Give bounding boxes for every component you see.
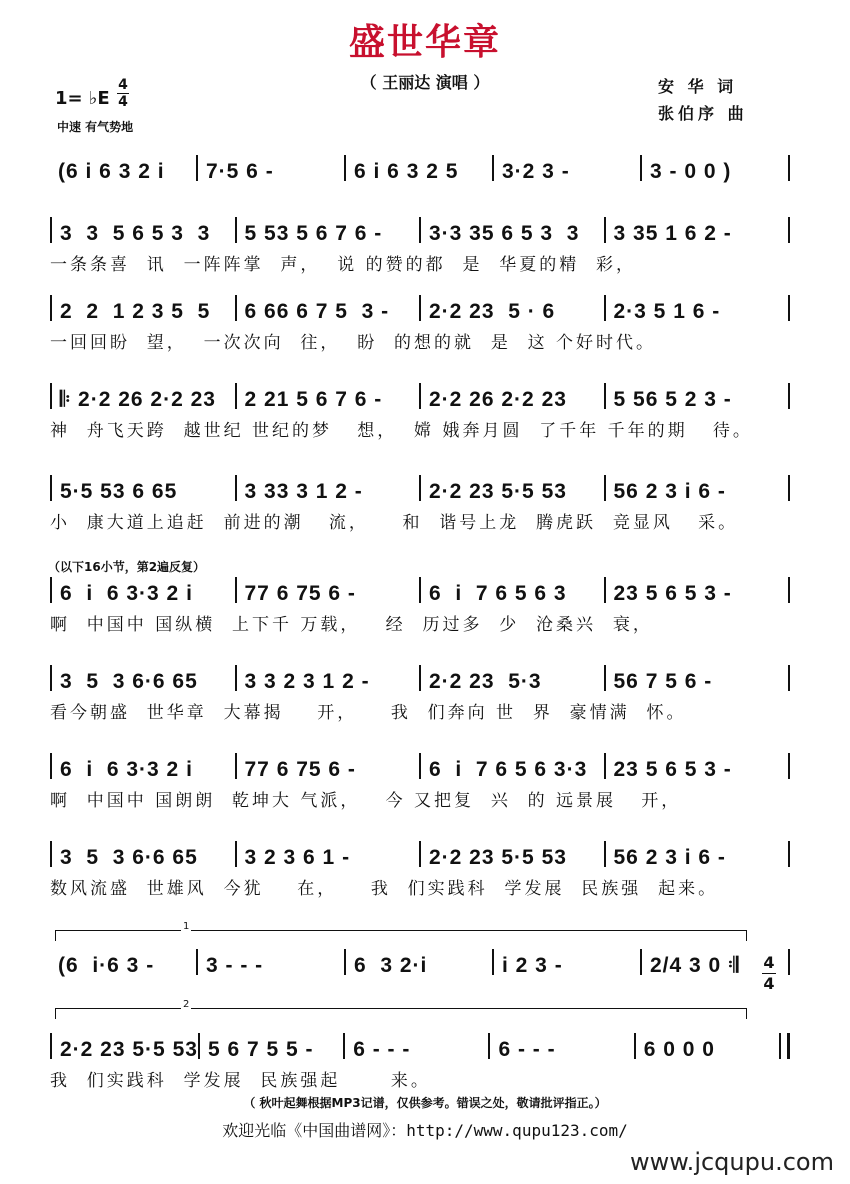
measure: 77 6 75 6 - bbox=[244, 582, 356, 605]
measure: 3 2 3 6 1 - bbox=[244, 846, 351, 869]
composer-credit: 张伯序 曲 bbox=[658, 104, 748, 123]
notes-line bbox=[50, 836, 790, 870]
measure: 3 3 2 3 1 2 - bbox=[244, 670, 370, 693]
score-row bbox=[50, 660, 790, 722]
measure: 56 7 5 6 - bbox=[613, 670, 713, 693]
barline bbox=[788, 841, 790, 867]
barline bbox=[779, 1033, 790, 1059]
measure: (6 i·6 3 - bbox=[58, 954, 155, 977]
notes-line bbox=[50, 212, 790, 246]
time-change-top: 4 bbox=[763, 953, 775, 972]
notes-line bbox=[50, 150, 790, 184]
measure: 23 5 6 5 3 - bbox=[613, 758, 732, 781]
notes-line bbox=[50, 290, 790, 324]
time-signature-top: 4 bbox=[118, 77, 128, 93]
watermark: www.jcqupu.com bbox=[630, 1148, 834, 1176]
measure: 6 - - - bbox=[353, 1038, 411, 1061]
lyrics-line: 数风流盛 世雄风 今犹 在， 我 们实践科 学发展 民族强 起来。 bbox=[50, 879, 719, 899]
barline bbox=[788, 665, 790, 691]
score-row bbox=[50, 378, 790, 440]
measure: 6 i 7 6 5 6 3 bbox=[429, 582, 567, 605]
volta-2-label: 2 bbox=[183, 999, 190, 1010]
measure: 𝄆 2·2 26 2·2 23 bbox=[60, 388, 216, 411]
notes-line bbox=[50, 572, 790, 606]
lyrics-line: 我 们实践科 学发展 民族强起 来。 bbox=[50, 1071, 431, 1091]
lyricist-credit: 安 华 词 bbox=[658, 77, 738, 96]
volta-2-bracket bbox=[55, 999, 747, 1019]
welcome-line: 欢迎光临《中国曲谱网》：http://www.qupu123.com/ bbox=[222, 1121, 628, 1140]
measure: 6 66 6 7 5 3 - bbox=[244, 300, 390, 323]
notes-line bbox=[50, 660, 790, 694]
measure: 6 - - - bbox=[498, 1038, 556, 1061]
measure: 2/4 3 0 𝄇 bbox=[650, 954, 740, 977]
measure: 6 i 6 3·3 2 i bbox=[60, 758, 193, 781]
measure: 2·2 23 5·3 bbox=[429, 670, 542, 693]
measure: 3 5 3 6·6 65 bbox=[60, 846, 198, 869]
volta-1-bracket bbox=[55, 921, 747, 941]
measure: 3 35 1 6 2 - bbox=[613, 222, 732, 245]
score-row bbox=[50, 572, 790, 634]
measure: 2·2 23 5 · 6 bbox=[429, 300, 556, 323]
measure: 7·5 6 - bbox=[206, 160, 274, 183]
lyrics-line: 一条条喜 讯 一阵阵掌 声， 说 的赞的都 是 华夏的精 彩， bbox=[50, 255, 637, 275]
repeat-note: （以下16小节，第2遍反复） bbox=[48, 560, 206, 574]
key-signature: 1= ♭E bbox=[55, 88, 110, 109]
barline bbox=[788, 217, 790, 243]
measure: 2·3 5 1 6 - bbox=[613, 300, 721, 323]
measure: 2·2 26 2·2 23 bbox=[429, 388, 567, 411]
lyrics-line: 小 康大道上追赶 前进的潮 流， 和 谐号上龙 腾虎跃 竞显风 采。 bbox=[50, 513, 739, 533]
score-row bbox=[50, 290, 790, 352]
measure: 2 2 1 2 3 5 5 bbox=[60, 300, 211, 323]
time-signature-bottom: 4 bbox=[118, 94, 128, 110]
barline bbox=[788, 475, 790, 501]
lyrics-line: 看今朝盛 世华章 大幕揭 开， 我 们奔向 世 界 豪情满 怀。 bbox=[50, 703, 687, 723]
measure: 2·2 23 5·5 53 bbox=[429, 480, 567, 503]
volta-1-label: 1 bbox=[183, 921, 190, 932]
measure: 56 2 3 i 6 - bbox=[613, 846, 726, 869]
time-change-bottom: 4 bbox=[763, 974, 775, 993]
measure: 23 5 6 5 3 - bbox=[613, 582, 732, 605]
measure: 3 - 0 0 ) bbox=[650, 160, 732, 183]
lyrics-line: 啊 中国中 国纵横 上下千 万载， 经 历过多 少 沧桑兴 衰， bbox=[50, 615, 653, 635]
measure: 2·2 23 5·5 53 bbox=[60, 1038, 198, 1061]
score-row bbox=[50, 470, 790, 532]
barline bbox=[788, 155, 790, 181]
score-row bbox=[50, 150, 790, 184]
measure: 3 - - - bbox=[206, 954, 264, 977]
performer: （ 王丽达 演唱 ） bbox=[360, 73, 490, 92]
score-row bbox=[50, 944, 790, 978]
measure: 77 6 75 6 - bbox=[244, 758, 356, 781]
notes-line bbox=[50, 470, 790, 504]
measure: 6 i 6 3 2 5 bbox=[354, 160, 459, 183]
measure: 3·2 3 - bbox=[502, 160, 570, 183]
measure: 6 3 2·i bbox=[354, 954, 428, 977]
notes-line bbox=[50, 1028, 790, 1062]
notes-line bbox=[50, 944, 790, 978]
footnote: （ 秋叶起舞根据MP3记谱，仅供参考。错误之处，敬请批评指正。） bbox=[243, 1096, 607, 1110]
score-row bbox=[50, 1028, 790, 1090]
measure: 5·5 53 6 65 bbox=[60, 480, 178, 503]
time-signature bbox=[117, 78, 129, 109]
lyrics-line: 啊 中国中 国朗朗 乾坤大 气派， 今 又把复 兴 的 远景展 开， bbox=[50, 791, 682, 811]
measure: 3·3 35 6 5 3 3 bbox=[429, 222, 580, 245]
measure: 2 21 5 6 7 6 - bbox=[244, 388, 383, 411]
tempo-marking: 中速 有气势地 bbox=[57, 120, 134, 134]
score-row bbox=[50, 836, 790, 898]
barline bbox=[788, 295, 790, 321]
measure: 5 53 5 6 7 6 - bbox=[244, 222, 383, 245]
measure: 2·2 23 5·5 53 bbox=[429, 846, 567, 869]
measure: 5 6 7 5 5 - bbox=[207, 1038, 314, 1061]
measure: 3 5 3 6·6 65 bbox=[60, 670, 198, 693]
measure: (6 i 6 3 2 i bbox=[58, 160, 165, 183]
measure: 5 56 5 2 3 - bbox=[613, 388, 732, 411]
measure: 6 i 7 6 5 6 3·3 bbox=[429, 758, 588, 781]
measure: 3 33 3 1 2 - bbox=[244, 480, 363, 503]
barline bbox=[788, 383, 790, 409]
song-title: 盛世华章 bbox=[348, 22, 501, 63]
barline bbox=[788, 753, 790, 779]
barline bbox=[788, 577, 790, 603]
notes-line bbox=[50, 378, 790, 412]
measure: i 2 3 - bbox=[502, 954, 563, 977]
score-row bbox=[50, 748, 790, 810]
measure: 6 i 6 3·3 2 i bbox=[60, 582, 193, 605]
measure: 6 0 0 0 bbox=[643, 1038, 715, 1061]
lyrics-line: 神 舟飞天跨 越世纪 世纪的梦 想， 嫦 娥奔月圆 了千年 千年的期 待。 bbox=[50, 421, 753, 441]
notes-line bbox=[50, 748, 790, 782]
time-signature-change bbox=[762, 955, 776, 992]
measure: 56 2 3 i 6 - bbox=[613, 480, 726, 503]
barline bbox=[788, 949, 790, 975]
measure: 3 3 5 6 5 3 3 bbox=[60, 222, 211, 245]
score-row bbox=[50, 212, 790, 274]
lyrics-line: 一回回盼 望， 一次次向 往， 盼 的想的就 是 这 个好时代。 bbox=[50, 333, 657, 353]
